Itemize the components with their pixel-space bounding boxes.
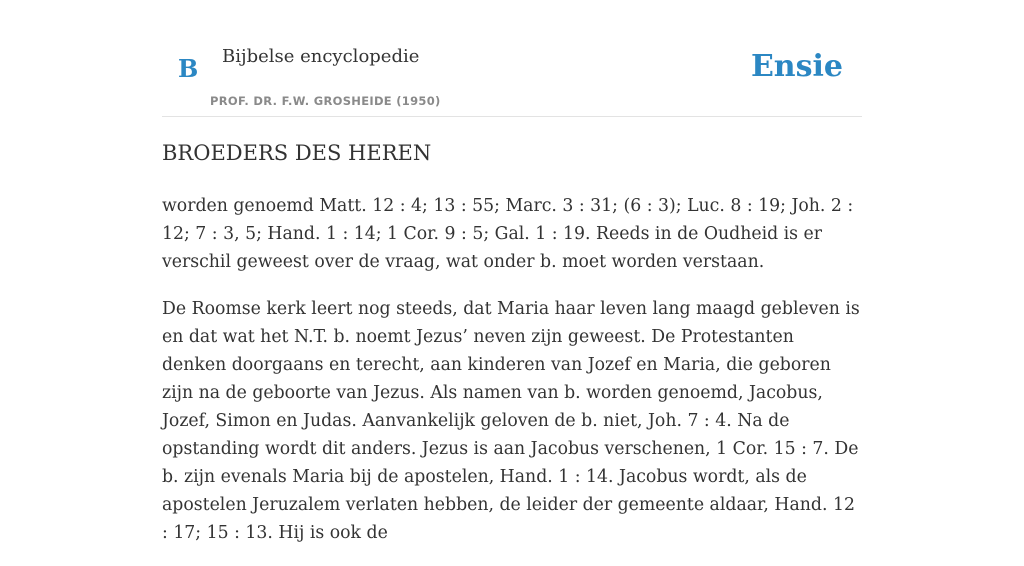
- encyclopedia-title[interactable]: Bijbelse encyclopedie: [222, 46, 420, 67]
- encyclopedia-author: PROF. DR. F.W. GROSHEIDE (1950): [210, 94, 441, 108]
- article-paragraph: De Roomse kerk leert nog steeds, dat Maria haar leven lang maagd gebleven is en dat wat het N.T. b. noemt Jezus’ neven zijn geweest. De Protestanten denken doorgaans en terecht, aan kinderen van Jozef en Maria, die geboren zijn na de geboorte van Jezus. Als namen van b. worden genoemd, Jacobus, Jozef, Simon en Judas. Aanvankelijk geloven de b. niet, Joh. 7 : 4. Na de opstanding wordt dit anders. Jezus is aan Jacobus verschenen, 1 Cor. 15 : 7. De b. zijn evenals Maria bij de apostelen, Hand. 1 : 14. Jacobus wordt, als de apostelen Jeruzalem verlaten hebben, de leider der gemeente aldaar, Hand. 12 : 17; 15 : 13. Hij is ook de: [162, 299, 860, 543]
- article-title: BROEDERS DES HEREN: [162, 141, 432, 165]
- page: [162, 0, 862, 543]
- section-letter[interactable]: B: [178, 54, 199, 83]
- encyclopedia-header: [162, 0, 862, 117]
- site-logo[interactable]: Ensie: [750, 49, 843, 84]
- article-paragraph: worden genoemd Matt. 12 : 4; 13 : 55; Marc. 3 : 31; (6 : 3); Luc. 8 : 19; Joh. 2 : 12; 7 : 3, 5; Hand. 1 : 14; 1 Cor. 9 : 5; Gal. 1 : 19. Reeds in de Oudheid is er verschil geweest over de vraag, wat onder b. moet worden verstaan.: [162, 196, 854, 272]
- article-body: [162, 192, 862, 566]
